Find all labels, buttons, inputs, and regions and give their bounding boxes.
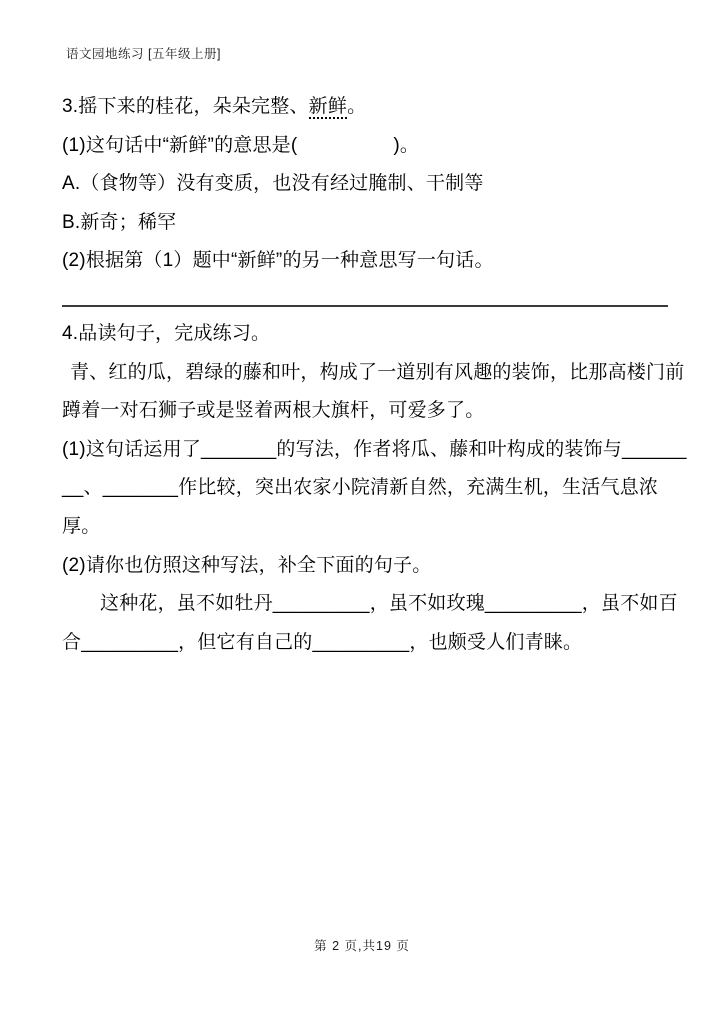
question-4-title: 4.品读句子，完成练习。: [62, 322, 271, 344]
answer-blank-line: [62, 281, 668, 307]
question-3-stem-suffix: 。: [347, 96, 367, 117]
document-body: [62, 88, 687, 662]
question-4-sub1-line1: (1)这句话运用了_______的写法，作者将瓜、藤和叶构成的装饰与______: [62, 438, 687, 460]
question-4-quote-line1: 青、红的瓜，碧绿的藤和叶，构成了一道别有风趣的装饰，比那高楼门前: [70, 361, 685, 383]
question-3-stem-prefix: 3.摇下来的桂花，朵朵完整、: [62, 96, 309, 117]
document-header: 语文园地练习 [五年级上册]: [66, 47, 221, 61]
question-3-stem: [62, 88, 674, 127]
question-3-option-a: A.（食物等）没有变质，也没有经过腌制、干制等: [62, 173, 484, 195]
question-4-sub1-line3: 厚。: [62, 515, 101, 537]
question-3-sub1: (1)这句话中“新鲜”的意思是( )。: [62, 134, 420, 156]
page-number-footer: 第 2 页,共19 页: [314, 939, 410, 953]
emphasized-word-xinxian: 新鲜: [308, 96, 348, 117]
question-4-sub1-line2: __、_______作比较，突出农家小院清新自然，充满生机，生活气息浓: [62, 477, 659, 499]
question-3-sub2: (2)根据第（1）题中“新鲜”的另一种意思写一句话。: [62, 250, 494, 272]
question-4-sub2-line1: 这种花，虽不如牡丹_________，虽不如玫瑰_________，虽不如百: [100, 593, 678, 615]
question-4-quote-line2: 蹲着一对石狮子或是竖着两根大旗杆，可爱多了。: [62, 400, 485, 422]
question-4-sub2-title: (2)请你也仿照这种写法，补全下面的句子。: [62, 554, 432, 576]
question-4-sub2-line2: 合_________，但它有自己的_________，也颇受人们青睐。: [62, 631, 583, 653]
question-3-option-b: B.新奇；稀罕: [62, 211, 177, 233]
